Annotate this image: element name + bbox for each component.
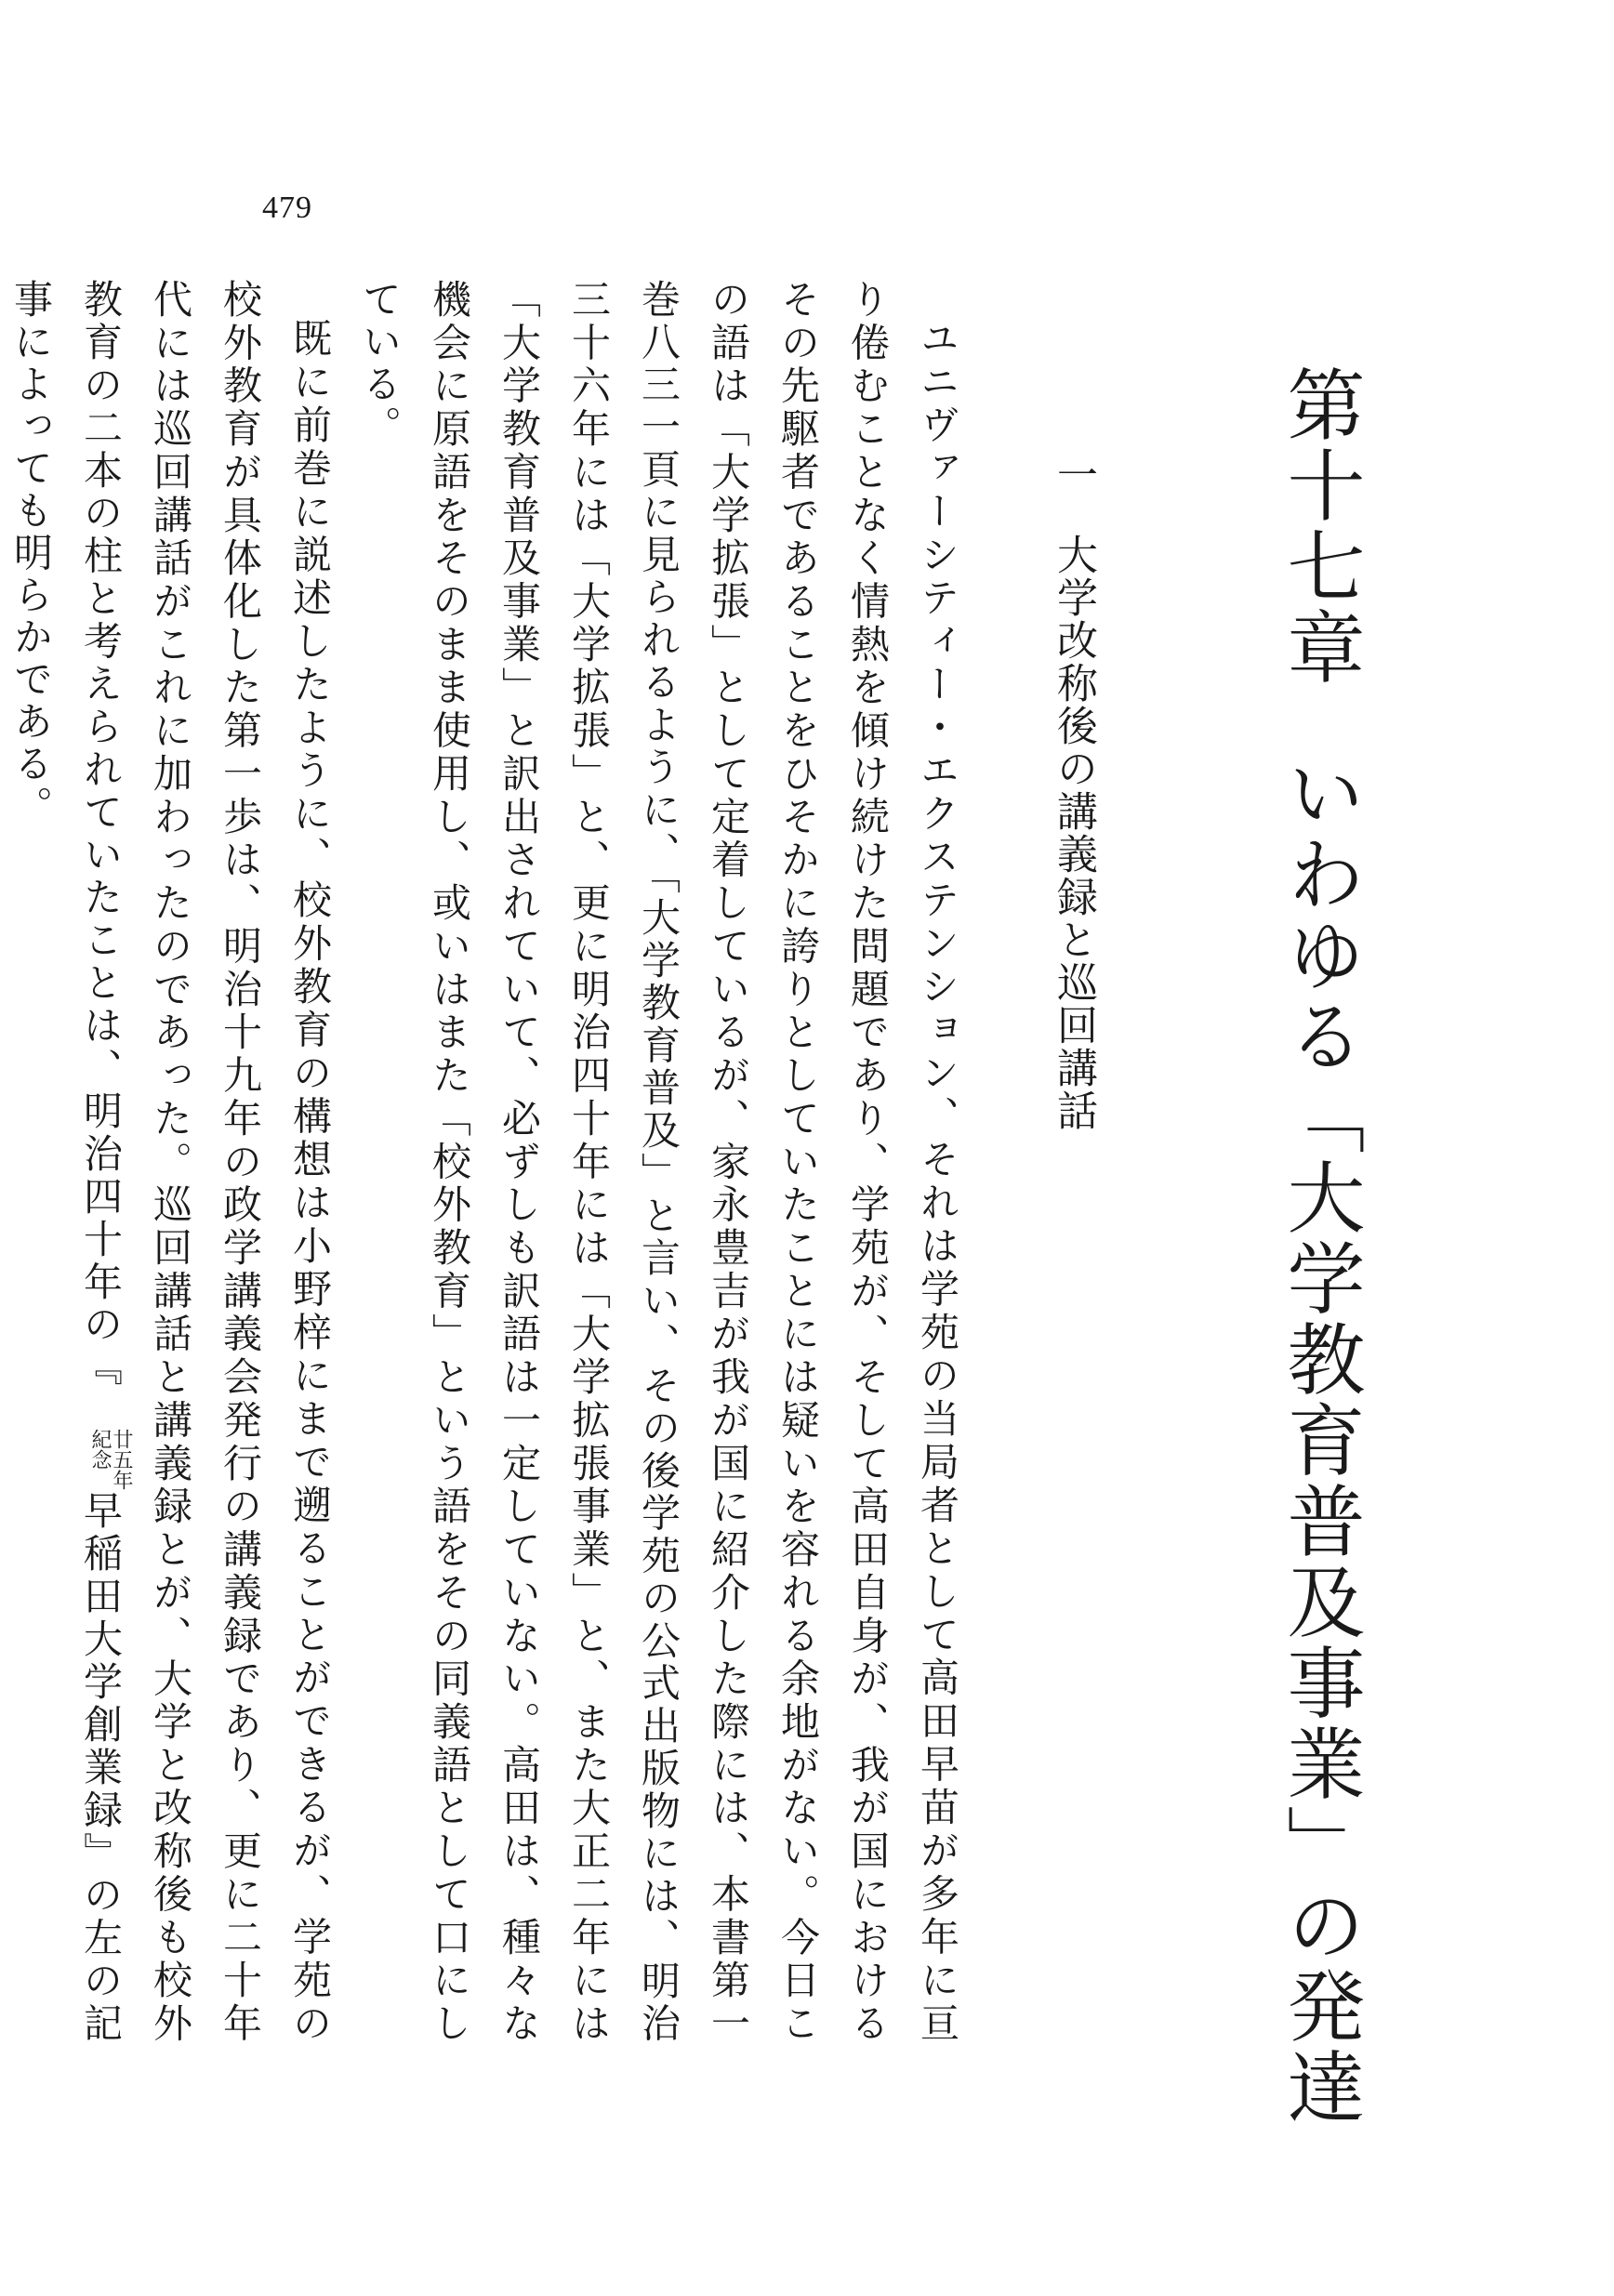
section-title: 大学改称後の講義録と巡回講話 — [1050, 534, 1097, 1132]
page-number: 479 — [262, 191, 312, 225]
warichu-line-2: 紀念 — [88, 1428, 112, 1470]
paragraph-2-text-before: 既に前巻に説述したように、校外教育の構想は小野梓にまで遡ることができるが、学苑の校外教育が具体化した第一歩は、明治十九年の政学講義会発行の講義録であり、更に二十年代には巡回講話がこれに加わったのであった。巡回講話と講義録とが、大学と改称後も校外教育の二本の柱と考えられていたことは、明治四十年の『 — [78, 279, 333, 2045]
paragraph-2-text-after: 早稲田大学創業録』の左の記事によっても明らかである。 — [8, 279, 124, 2046]
chapter-number: 第十七章 — [1275, 364, 1366, 688]
body-text — [0, 279, 972, 2045]
chapter-title — [1274, 364, 1367, 2128]
section-number: 一 — [1050, 454, 1097, 496]
chapter-title-text: いわゆる「大学教育普及事業」の発達 — [1275, 753, 1366, 2128]
warichu-line-1: 廿五年 — [110, 1428, 133, 1490]
paragraph-1: ユニヴァーシティー・エクステンション、それは学苑の当局者として高田早苗が多年に亘り倦むことなく情熱を傾け続けた問題であり、学苑が、そして高田自身が、我が国におけるその先駆者であることをひそかに誇りとしていたことには疑いを容れる余地がない。今日この語は「大学拡張」として定着しているが、家永豊吉が我が国に紹介した際には、本書第一巻八三一頁に見られるように、「大学教育普及」と言い、その後学苑の公式出版物には、明治三十六年には「大学拡張」と、更に明治四十年には「大学拡張事業」と、また大正二年には「大学教育普及事業」と訳出されていて、必ずしも訳語は一定していない。高田は、種々な機会に原語をそのまま使用し、或いはまた「校外教育」という語をその同義語として口にしている。 — [357, 279, 960, 2045]
paragraph-2 — [0, 279, 345, 2045]
section-heading — [1045, 454, 1101, 1132]
warichu-note — [89, 1390, 132, 1490]
